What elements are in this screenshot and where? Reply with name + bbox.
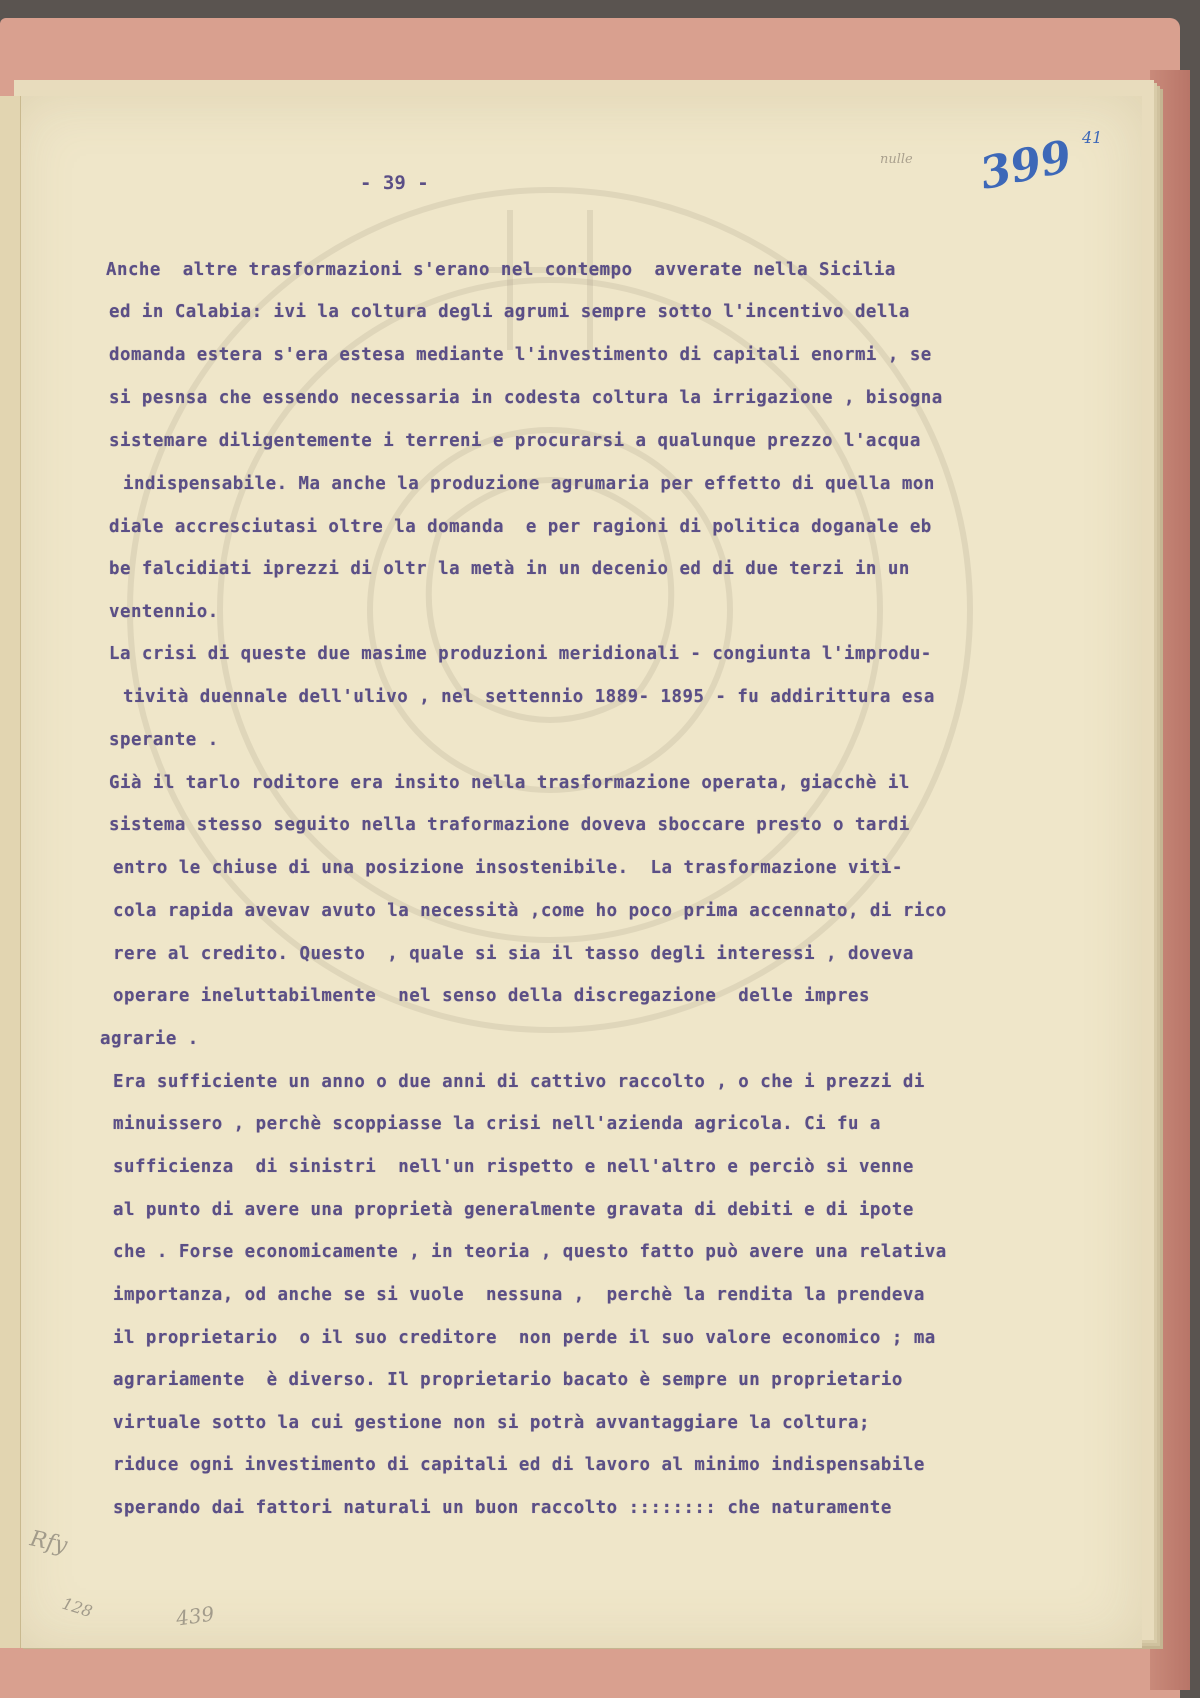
folio-small-mark: 41 xyxy=(1082,128,1103,147)
binder-cover-edge xyxy=(1150,70,1190,1690)
text-line: ed in Calabia: ivi la coltura degli agrumi sempre sotto l'incentivo della xyxy=(109,302,910,322)
folio-stamp: 399 xyxy=(975,131,1077,200)
text-line: domanda estera s'era estesa mediante l'investimento di capitali enormi , se xyxy=(109,345,932,365)
text-line: che . Forse economicamente , in teoria , questo fatto può avere una relativa xyxy=(113,1242,947,1262)
text-line: agrarie . xyxy=(100,1029,199,1049)
margin-note: 128 xyxy=(59,1593,95,1622)
facing-page-edge xyxy=(0,96,21,1648)
text-line: virtuale sotto la cui gestione non si potrà avvantaggiare la coltura; xyxy=(113,1413,870,1433)
pencil-annotation: nulle xyxy=(880,152,913,167)
text-line: si pesnsa che essendo necessaria in codesta coltura la irrigazione , bisogna xyxy=(109,388,943,408)
text-line: Era sufficiente un anno o due anni di cattivo raccolto , o che i prezzi di xyxy=(113,1072,925,1092)
text-line: al punto di avere una proprietà generalmente gravata di debiti e di ipote xyxy=(113,1200,914,1220)
text-line: sperante . xyxy=(109,730,219,750)
page-number: - 39 - xyxy=(360,172,429,194)
text-line: be falcidiati iprezzi di oltr la metà in un decenio ed di due terzi in un xyxy=(109,559,910,579)
text-line: ventennio. xyxy=(109,602,219,622)
text-line: agrariamente è diverso. Il proprietario bacato è sempre un proprietario xyxy=(113,1370,903,1390)
text-line: diale accresciutasi oltre la domanda e per ragioni di politica doganale eb xyxy=(109,517,932,537)
text-line: Già il tarlo roditore era insito nella trasformazione operata, giacchè il xyxy=(109,773,910,793)
text-line: tività duennale dell'ulivo , nel settennio 1889- 1895 - fu addirittura esa xyxy=(123,687,935,707)
text-line: minuissero , perchè scoppiasse la crisi nell'azienda agricola. Ci fu a xyxy=(113,1114,881,1134)
text-line: entro le chiuse di una posizione insostenibile. La trasformazione vitì- xyxy=(113,858,903,878)
text-line: cola rapida avevav avuto la necessità ,come ho poco prima accennato, di rico xyxy=(113,901,947,921)
text-line: sistemare diligentemente i terreni e procurarsi a qualunque prezzo l'acqua xyxy=(109,431,921,451)
text-line: importanza, od anche se si vuole nessuna , perchè la rendita la prendeva xyxy=(113,1285,925,1305)
margin-note: 439 xyxy=(174,1601,216,1631)
margin-note: Rfy xyxy=(27,1526,70,1559)
text-line: sufficienza di sinistri nell'un rispetto e nell'altro e perciò si venne xyxy=(113,1157,914,1177)
text-line: sistema stesso seguito nella traformazione doveva sboccare presto o tardi xyxy=(109,815,910,835)
text-line: indispensabile. Ma anche la produzione agrumaria per effetto di quella mon xyxy=(123,474,935,494)
text-line: rere al credito. Questo , quale si sia il tasso degli interessi , doveva xyxy=(113,944,914,964)
text-line: riduce ogni investimento di capitali ed di lavoro al minimo indispensabile xyxy=(113,1455,925,1475)
text-line: operare ineluttabilmente nel senso della discregazione delle impres xyxy=(113,986,870,1006)
text-line: il proprietario o il suo creditore non perde il suo valore economico ; ma xyxy=(113,1328,936,1348)
text-line: Anche altre trasformazioni s'erano nel contempo avverate nella Sicilia xyxy=(106,260,896,280)
text-line: La crisi di queste due masime produzioni meridionali - congiunta l'improdu- xyxy=(109,644,932,664)
text-line: sperando dai fattori naturali un buon raccolto :::::::: che naturamente xyxy=(113,1498,892,1518)
